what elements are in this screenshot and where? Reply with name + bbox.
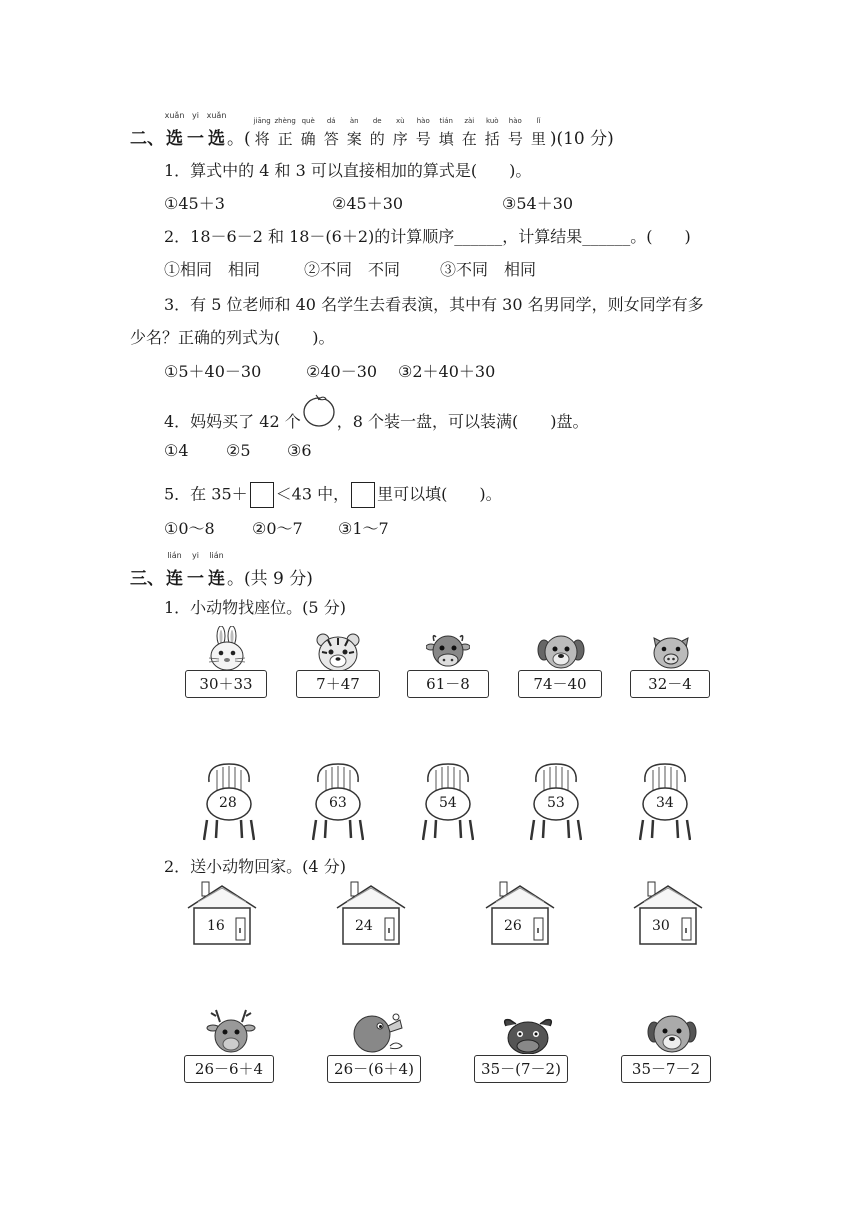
title-char: lián 连 — [166, 551, 183, 589]
house-number: 16 — [207, 918, 225, 934]
q2-option-1: ①相同 相同 — [164, 260, 261, 279]
q5-option-2: ②0～7 — [252, 519, 303, 538]
q2-option-3: ③不同 相同 — [440, 260, 537, 279]
house-icon — [632, 880, 704, 950]
q2-option-2: ②不同 不同 — [304, 260, 401, 279]
house-number: 30 — [652, 918, 670, 934]
q3-text-line2: 少名？正确的列式为( )。 — [130, 328, 335, 347]
q1-option-2: ②45＋30 — [332, 194, 404, 213]
expr-label: 7＋47 — [296, 670, 380, 698]
section2-score: )(10 分) — [549, 129, 614, 149]
house-icon — [484, 880, 556, 950]
q5-text-b: ＜43 中， — [275, 484, 350, 504]
q1-option-1: ①45＋3 — [164, 194, 225, 213]
cow-icon — [426, 631, 470, 675]
expr-label: 61－8 — [407, 670, 489, 698]
bear-icon — [646, 1012, 698, 1060]
chair-number: 54 — [439, 795, 457, 811]
q3-option-3: ③2＋40＋30 — [398, 362, 496, 381]
bird-icon — [350, 1012, 410, 1060]
q5-option-3: ③1～7 — [338, 519, 389, 538]
q2-text: 2．18－6－2 和 18－(6＋2)的计算顺序______，计算结果______。( ) — [164, 227, 691, 246]
q5-text-c: 里可以填( )。 — [377, 484, 502, 504]
q3-option-2: ②40－30 — [306, 362, 378, 381]
expr-label: 32－4 — [630, 670, 710, 698]
chair-number: 53 — [547, 795, 565, 811]
house-number: 26 — [504, 918, 522, 934]
q1-option-3: ③54＋30 — [502, 194, 574, 213]
q4-option-3: ③6 — [287, 441, 312, 460]
q3-text-line1: 3．有 5 位老师和 40 名学生去看表演，其中有 30 名男同学，则女同学有多 — [164, 295, 704, 314]
house-icon — [335, 880, 407, 950]
house-icon — [186, 880, 258, 950]
deer-icon — [206, 1008, 256, 1060]
section2-header — [130, 111, 614, 149]
title-char: xuǎn 选 — [206, 111, 227, 149]
title-char: yi 一 — [187, 111, 204, 149]
section2-instruction: jiāng 将 zhèng 正 què 确 dá 答 àn 案 de 的 xù 序 hào 号 tián 填 zài 在 kuò 括 hào 号 lǐ 里 — [253, 117, 546, 148]
expr-label: 35－7－2 — [621, 1055, 711, 1083]
title-char: xuǎn 选 — [164, 111, 185, 149]
blank-box — [351, 482, 375, 508]
q5-text-a: 5．在 35＋ — [164, 484, 248, 504]
expr-label: 74－40 — [518, 670, 602, 698]
expr-label: 30＋33 — [185, 670, 267, 698]
q3-option-1: ①5＋40－30 — [164, 362, 262, 381]
q1-text: 1．算式中的 4 和 3 可以直接相加的算式是( )。 — [164, 161, 532, 180]
section2-period: 。( — [227, 129, 251, 149]
apple-icon — [301, 407, 337, 431]
expr-label: 26－6＋4 — [184, 1055, 274, 1083]
q4-option-1: ①4 — [164, 441, 189, 460]
section3-suffix: 。(共 9 分) — [227, 569, 313, 589]
q4-text-a: 4．妈妈买了 42 个 — [164, 412, 301, 431]
q4-text-b: ，8 个装一盘，可以装满( )盘。 — [336, 412, 589, 431]
section3-prefix: 三、 — [130, 569, 164, 589]
chair-number: 28 — [219, 795, 237, 811]
q5-option-1: ①0～8 — [164, 519, 215, 538]
q4-text — [164, 407, 588, 433]
s3-q2-title: 2．送小动物回家。(4 分) — [164, 857, 346, 876]
q4-option-2: ②5 — [226, 441, 251, 460]
buffalo-icon — [500, 1014, 556, 1058]
section2-prefix: 二、 — [130, 129, 164, 149]
rabbit-icon — [205, 626, 249, 676]
expr-label: 26－(6＋4) — [327, 1055, 421, 1083]
expr-label: 35－(7－2) — [474, 1055, 568, 1083]
q5-text — [164, 482, 502, 508]
section3-header — [130, 551, 313, 589]
house-number: 24 — [355, 918, 373, 934]
chair-number: 63 — [329, 795, 347, 811]
s3-q1-title: 1．小动物找座位。(5 分) — [164, 598, 346, 617]
title-char: yi 一 — [187, 551, 204, 589]
blank-box — [250, 482, 274, 508]
title-char: lián 连 — [208, 551, 225, 589]
chair-number: 34 — [656, 795, 674, 811]
